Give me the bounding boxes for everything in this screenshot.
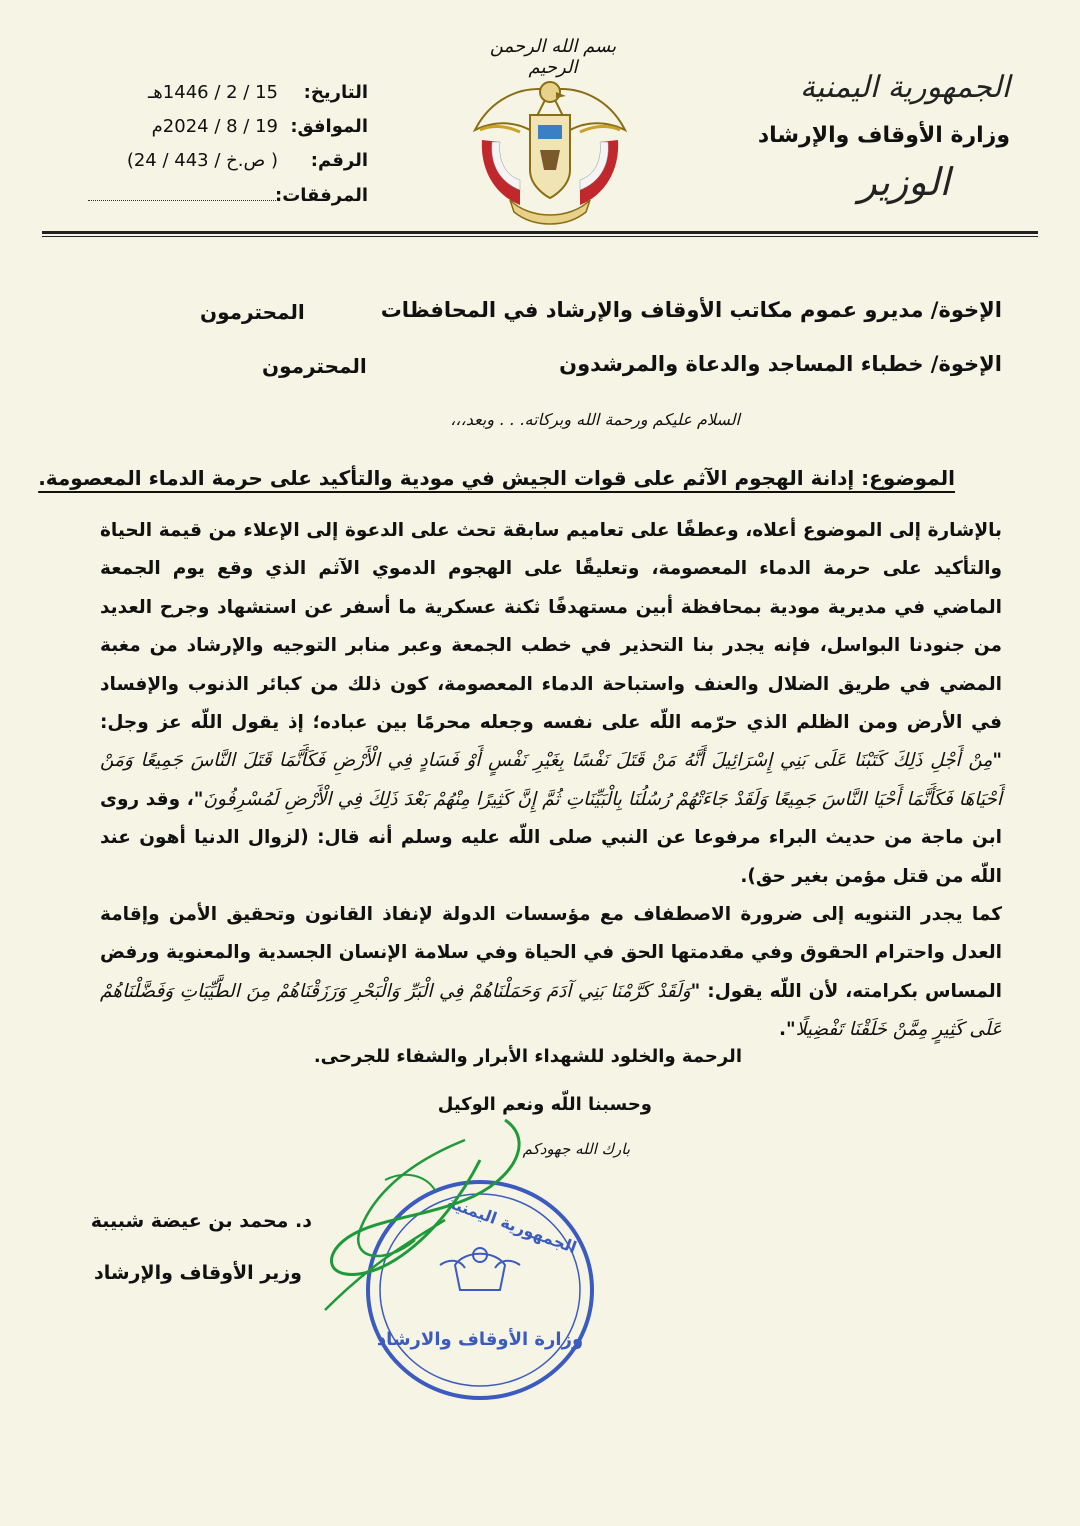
letterhead-left [88, 82, 368, 218]
addressee-line-2: الإخوة/ خطباء المساجد والدعاة والمرشدون [559, 352, 1002, 376]
paragraph-2-text-a: كما يجدر التنويه إلى ضرورة الاصطفاف مع مؤسسات الدولة لإنفاذ القانون وتحقيق الأمن وإقامة العدل واحترام الحقوق وفي مقدمتها الحق في الحياة وفي سلامة الإنسان الجسدية والمعنوية ورفض المساس بكرامته، لأن اللّه يقول: " [100, 904, 1003, 1002]
subject-line: الموضوع: إدانة الهجوم الآثم على قوات الجيش في مودية والتأكيد على حرمة الدماء المعصومة. [38, 466, 955, 490]
attachments-label: المرفقات: [275, 185, 368, 206]
paragraph-1-text-a: بالإشارة إلى الموضوع أعلاه، وعطفًا على تعاميم سابقة تحث على الدعوة إلى الإعلاء من قيمة الحياة والتأكيد على حرمة الدماء المعصومة، وتعليقًا على الهجوم الدموي الآثم الذي وقع يوم الجمعة الماضي في مديرية مودية بمحافظة أبين مستهدفًا ثكنة عسكرية ما أسفر عن استشهاد وجرح العديد من جنودنا البواسل، فإنه يجدر بنا التحذير في خطب الجمعة وعبر منابر التوجيه والإرشاد من مغبة المضي في طريق الضلال والعنف واستباحة الدماء المعصومة، كون ذلك من كبائر الذنوب والإفساد في الأرض ومن الظلم الذي حرّمه اللّه على نفسه وجعله محرمًا بين عباده؛ إذ يقول اللّه عز وجل: " [100, 520, 1002, 772]
corresponding-value: 19 / 8 / 2024م [151, 116, 278, 137]
stamp-bottom-text: وزارة الأوقاف والارشاد [376, 1329, 584, 1350]
header-divider-thin [42, 236, 1038, 237]
handwritten-blessing: بارك الله جهودكم [522, 1140, 630, 1158]
letter-body [100, 512, 1002, 1050]
header-divider [42, 231, 1038, 234]
reference-label: الرقم: [310, 150, 368, 171]
honorific-2: المحترمون [262, 354, 367, 378]
corresponding-label: الموافق: [290, 116, 368, 137]
stamp-top-text: الجمهورية اليمنية [444, 1192, 580, 1258]
paragraph-1-text-b: "، وقد روى ابن ماجة من حديث البراء مرفوعا عن النبي صلى اللّه عليه وسلم أنه قال: (لزوال الدنيا أهون عند اللّه من قتل مؤمن بغير حق). [100, 788, 1002, 887]
quran-verse-1: مِنْ أَجْلِ ذَلِكَ كَتَبْنَا عَلَى بَنِي إِسْرَائِيلَ أَنَّهُ مَنْ قَتَلَ نَفْسًا بِغَيْرِ نَفْسٍ أَوْ فَسَادٍ فِي الْأَرْضِ فَكَأَنَّمَا قَتَلَ النَّاسَ جَمِيعًا وَمَنْ أَحْيَاهَا فَكَأَنَّمَا أَحْيَا النَّاسَ جَمِيعًا وَلَقَدْ جَاءَتْهُمْ رُسُلُنَا بِالْبَيِّنَاتِ ثُمَّ إِنَّ كَثِيرًا مِنْهُمْ بَعْدَ ذَلِكَ فِي الْأَرْضِ لَمُسْرِفُونَ [100, 750, 1002, 810]
basmala: بسم الله الرحمن الرحيم [489, 36, 617, 78]
corresponding-row [88, 116, 368, 150]
date-row [88, 82, 368, 116]
quran-verse-2: وَلَقَدْ كَرَّمْنَا بَنِي آدَمَ وَحَمَلْنَاهُمْ فِي الْبَرِّ وَالْبَحْرِ وَرَزَقْنَاهُمْ مِنَ الطَّيِّبَاتِ وَفَضَّلْنَاهُمْ عَلَى كَثِيرٍ مِمَّنْ خَلَقْنَا تَفْضِيلًا [100, 980, 1002, 1041]
minister-title: الوزير [858, 160, 950, 204]
date-value: 15 / 2 / 1446هـ [148, 82, 278, 103]
closing-hasbuna: وحسبنا اللّه ونعم الوكيل [437, 1094, 652, 1115]
reference-row [88, 150, 368, 184]
addressee-line-1: الإخوة/ مديرو عموم مكاتب الأوقاف والإرشاد في المحافظات [380, 298, 1002, 322]
ministry-name: وزارة الأوقاف والإرشاد [757, 123, 1010, 148]
republic-name: الجمهورية اليمنية [799, 70, 1010, 105]
paragraph-2-text-b: ". [779, 1019, 796, 1041]
signer-title: وزير الأوقاف والإرشاد [93, 1262, 302, 1284]
date-label: التاريخ: [303, 82, 368, 103]
attachments-dotted-line [88, 184, 278, 201]
eagle-emblem-icon [460, 30, 640, 230]
body-paragraph-2 [100, 896, 1002, 1050]
body-paragraph-1 [100, 512, 1002, 896]
honorific-1: المحترمون [200, 300, 305, 324]
reference-value: ( ص.خ / 443 / 24) [126, 150, 278, 171]
signer-name: د. محمد بن عيضة شبيبة [90, 1210, 312, 1232]
attachments-row [88, 184, 368, 218]
greeting: السلام عليكم ورحمة الله وبركاته. . . وبعد،،، [450, 410, 740, 429]
letterhead-right [710, 70, 1010, 204]
closing-prayer: الرحمة والخلود للشهداء الأبرار والشفاء للجرحى. [313, 1046, 742, 1067]
